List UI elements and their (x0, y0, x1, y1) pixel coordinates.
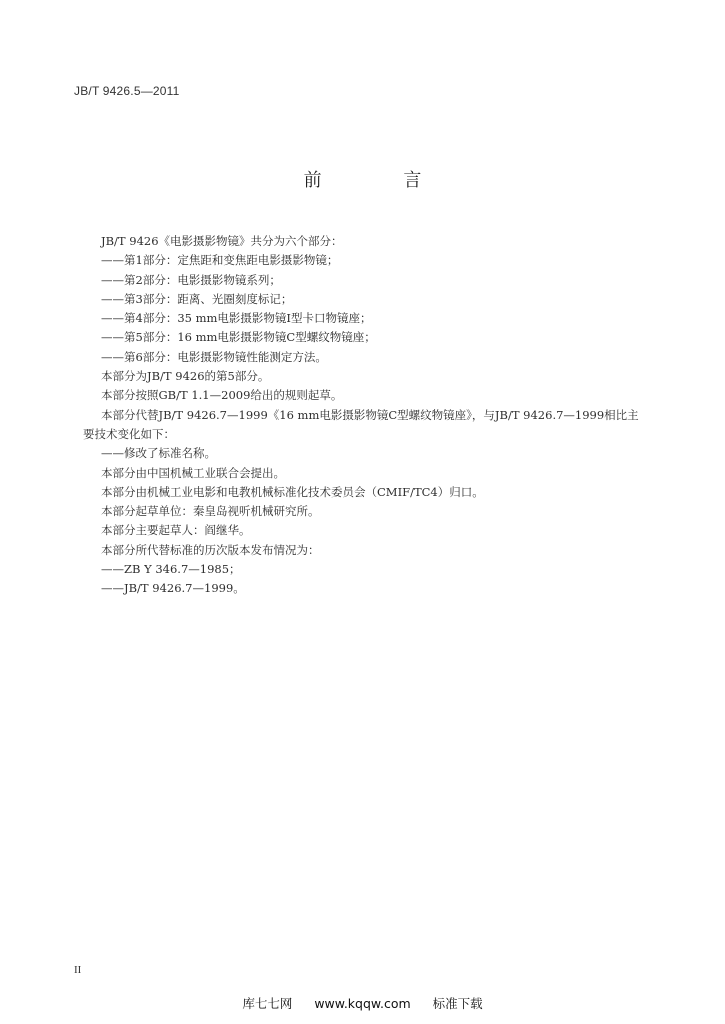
paragraph-under-jurisdiction: 本部分由机械工业电影和电教机械标准化技术委员会（CMIF/TC4）归口。 (101, 484, 484, 499)
paragraph-part-statement: 本部分为JB/T 9426的第5部分。 (101, 369, 270, 384)
paragraph-drafters: 本部分主要起草人：阎继华。 (101, 523, 251, 538)
paragraph-history: 本部分所代替标准的历次版本发布情况为： (101, 542, 320, 557)
list-item-part-3: ——第3部分：距离、光圈刻度标记； (101, 291, 293, 306)
list-item-part-5: ——第5部分：16 mm电影摄影物镜C型螺纹物镜座； (101, 330, 376, 345)
paragraph-replaces: 本部分代替JB/T 9426.7—1999《16 mm电影摄影物镜C型螺纹物镜座》，与JB/T 9426.7—1999相比主 (101, 407, 639, 422)
list-item-change: ——修改了标准名称。 (101, 446, 216, 461)
standard-code: JB/T 9426.5—2011 (74, 84, 180, 98)
footer-banner (0, 994, 725, 1012)
paragraph-drafting-unit: 本部分起草单位：秦皇岛视听机械研究所。 (101, 504, 320, 519)
footer-site-name: 库七七网 (242, 996, 293, 1011)
list-item-part-1: ——第1部分：定焦距和变焦距电影摄影物镜； (101, 253, 339, 268)
list-item-history-2: ——JB/T 9426.7—1999。 (101, 581, 245, 596)
list-item-part-6: ——第6部分：电影摄影物镜性能测定方法。 (101, 349, 327, 364)
paragraph-drafting-rules: 本部分按照GB/T 1.1—2009给出的规则起草。 (101, 388, 343, 403)
list-item-part-4: ——第4部分：35 mm电影摄影物镜Ⅰ型卡口物镜座； (101, 311, 372, 326)
footer-tagline: 标准下载 (432, 996, 483, 1011)
list-item-part-2: ——第2部分：电影摄影物镜系列； (101, 272, 281, 287)
list-item-history-1: ——ZB Y 346.7—1985； (101, 562, 241, 577)
paragraph-proposed-by: 本部分由中国机械工业联合会提出。 (101, 465, 285, 480)
paragraph-replaces-cont: 要技术变化如下： (83, 426, 175, 441)
page-title: 前 言 (303, 170, 460, 191)
page-number: II (74, 964, 82, 976)
paragraph-intro: JB/T 9426《电影摄影物镜》共分为六个部分： (101, 234, 343, 248)
footer-url-link[interactable]: www.kqqw.com (314, 996, 411, 1011)
foreword-body (83, 232, 663, 599)
